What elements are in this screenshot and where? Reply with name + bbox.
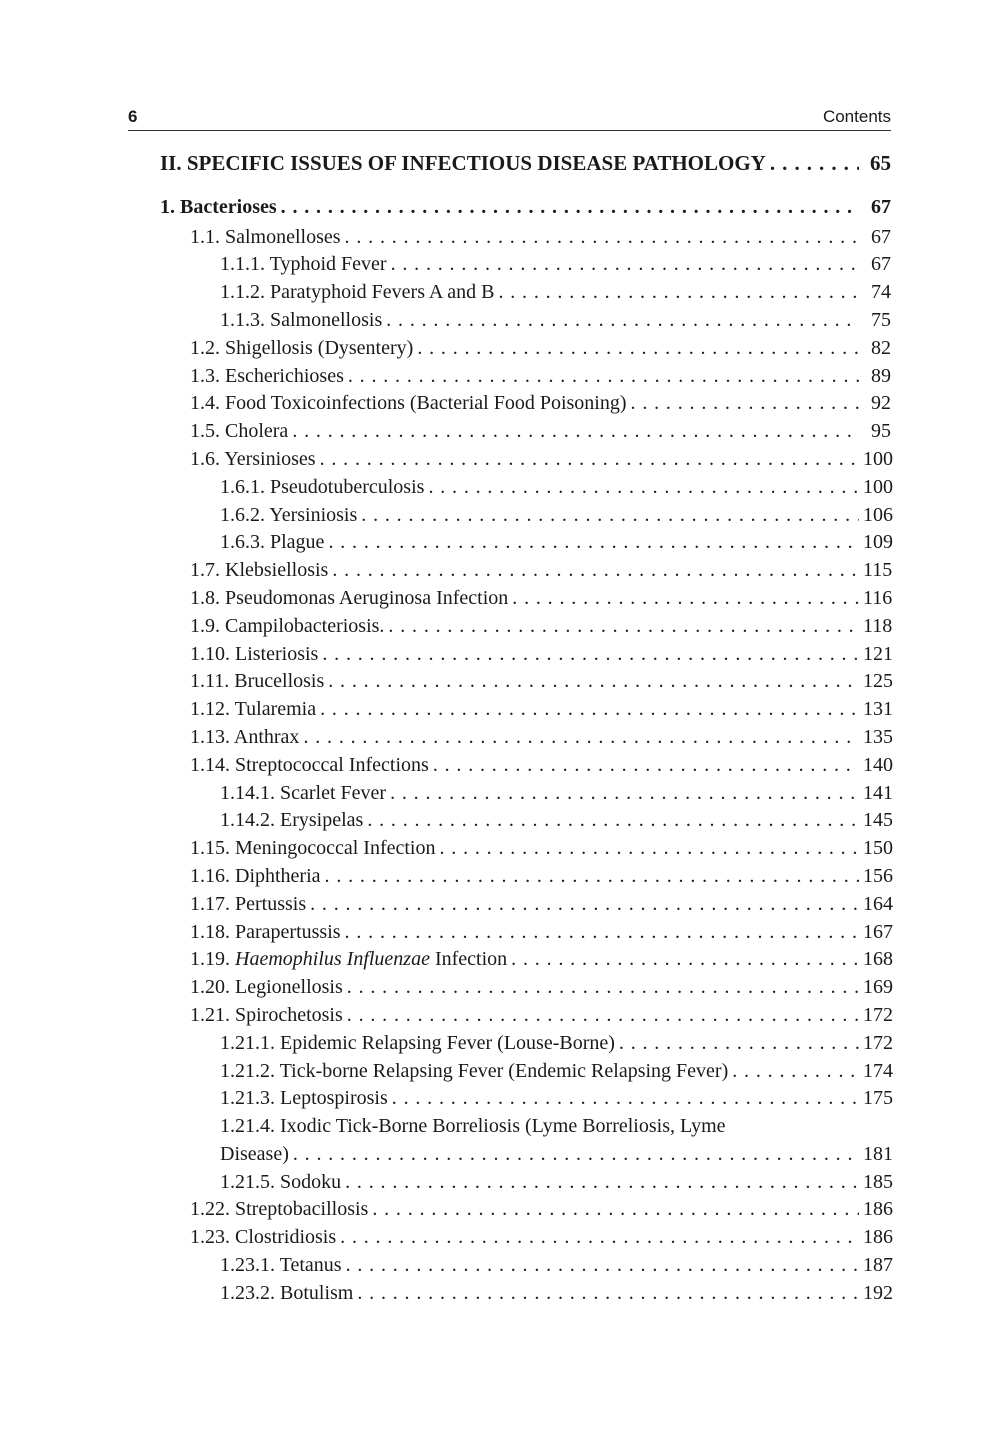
dot-leader — [498, 279, 859, 307]
toc-entry-title: 1.1. Salmonelloses — [190, 225, 341, 248]
toc-section-entry[interactable] — [160, 1196, 891, 1224]
toc-page-number: 168 — [863, 948, 893, 971]
toc-page-number: 185 — [863, 1170, 893, 1193]
toc-entry-title: 1.15. Meningococcal Infection — [190, 837, 436, 860]
toc-entry-title: 1.11. Brucellosis — [190, 670, 325, 693]
toc-entry-title: 1.3. Escherichioses — [190, 364, 344, 387]
dot-leader — [390, 780, 859, 808]
toc-entry-title: 1.1.3. Salmonellosis — [220, 308, 383, 331]
toc-part-entry[interactable] — [160, 150, 891, 178]
toc-entry-title: 1.21.2. Tick-borne Relapsing Fever (Endemic Relapsing Fever) — [220, 1059, 729, 1082]
toc-page-number: 140 — [863, 753, 893, 776]
toc-subsection-entry[interactable] — [160, 279, 891, 307]
dot-leader — [320, 696, 859, 724]
toc-page-number: 95 — [871, 420, 891, 443]
toc-entry-title — [190, 946, 507, 974]
toc-subsection-entry[interactable] — [160, 251, 891, 279]
dot-leader — [281, 194, 859, 222]
toc-page-number: 131 — [863, 698, 893, 721]
toc-section-entry[interactable] — [160, 919, 891, 947]
toc-entry-title: 1.16. Diphtheria — [190, 864, 321, 887]
toc-entry-title: 1.9. Campilobacteriosis. — [190, 614, 385, 637]
toc-subsection-entry[interactable] — [160, 1030, 891, 1058]
toc-section-entry[interactable] — [160, 613, 891, 641]
dot-leader — [340, 1224, 859, 1252]
toc-subsection-entry[interactable] — [160, 807, 891, 835]
toc-page-number: 169 — [863, 976, 893, 999]
toc-subsection-entry[interactable] — [160, 1058, 891, 1086]
toc-page-number: 145 — [863, 809, 893, 832]
toc-section-entry[interactable] — [160, 557, 891, 585]
toc-page-number: 118 — [863, 614, 893, 637]
toc-page-number: 135 — [863, 725, 893, 748]
dot-leader — [770, 150, 859, 178]
toc-page-number: 109 — [863, 531, 893, 554]
toc-subsection-entry[interactable] — [160, 474, 891, 502]
toc-entry-title: 1.6.2. Yersiniosis — [220, 503, 358, 526]
toc-page-number: 100 — [863, 447, 893, 470]
running-title: Contents — [822, 107, 891, 126]
toc-section-entry[interactable] — [160, 363, 891, 391]
toc-section-entry[interactable] — [160, 946, 891, 974]
dot-leader — [345, 224, 859, 252]
dot-leader — [293, 1141, 859, 1169]
toc-entry-title: 1.21. Spirochetosis — [190, 1003, 343, 1026]
dot-leader — [511, 946, 859, 974]
toc-page-number: 100 — [863, 475, 893, 498]
toc-page-number: 172 — [863, 1031, 893, 1054]
dot-leader — [619, 1030, 859, 1058]
toc-subsection-entry[interactable] — [160, 307, 891, 335]
toc-entry-title: 1.23.2. Botulism — [220, 1281, 354, 1304]
toc-section-entry[interactable] — [160, 1224, 891, 1252]
toc-page-number: 75 — [871, 308, 891, 331]
toc-page-number: 115 — [863, 559, 893, 582]
toc-page-number: 65 — [870, 151, 891, 175]
toc-section-entry[interactable] — [160, 668, 891, 696]
toc-section-entry[interactable] — [160, 585, 891, 613]
toc-entry-title: 1.14.2. Erysipelas — [220, 809, 364, 832]
toc-entry-title: 1.23.1. Tetanus — [220, 1254, 342, 1277]
toc-entry-title-line2: Disease) — [220, 1142, 289, 1165]
toc-entry-italic-term: Haemophilus Influenzae — [235, 948, 430, 971]
toc-page-number: 92 — [871, 392, 891, 415]
dot-leader — [345, 919, 859, 947]
dot-leader — [732, 1058, 859, 1086]
toc-page-number: 175 — [863, 1087, 893, 1110]
toc-page-number: 186 — [863, 1198, 893, 1221]
toc-entry-title: 1.6.3. Plague — [220, 531, 325, 554]
dot-leader — [328, 668, 859, 696]
toc-chapter-title: 1. Bacterioses — [160, 195, 277, 218]
toc-page-number: 74 — [871, 281, 891, 304]
page-number: 6 — [128, 107, 138, 126]
dot-leader — [348, 363, 859, 391]
toc-subsection-entry[interactable] — [160, 780, 891, 808]
toc-page-number: 89 — [871, 364, 891, 387]
toc-section-entry[interactable] — [160, 641, 891, 669]
toc-entry-title: 1.21.1. Epidemic Relapsing Fever (Louse-Borne) — [220, 1031, 615, 1054]
toc-section-entry[interactable] — [160, 390, 891, 418]
toc-section-entry[interactable] — [160, 696, 891, 724]
toc-subsection-entry[interactable] — [160, 529, 891, 557]
toc-entry-title: 1.6. Yersinioses — [190, 447, 316, 470]
toc-entry-title: 1.7. Klebsiellosis — [190, 559, 329, 582]
dot-leader — [386, 307, 859, 335]
toc-entry-prefix: 1.19. — [190, 948, 235, 971]
running-header — [128, 106, 891, 131]
toc-subsection-entry[interactable] — [160, 1280, 891, 1308]
dot-leader — [367, 807, 859, 835]
toc-page-number: 67 — [871, 225, 891, 248]
dot-leader — [292, 418, 859, 446]
toc-section-entry[interactable] — [160, 1002, 891, 1030]
toc-entry-title: 1.23. Clostridiosis — [190, 1226, 337, 1249]
toc-entry-title: 1.18. Parapertussis — [190, 920, 341, 943]
dot-leader — [346, 1252, 859, 1280]
dot-leader — [325, 863, 859, 891]
toc-page-number: 67 — [871, 253, 891, 276]
dot-leader — [332, 557, 859, 585]
toc-entry-title: 1.4. Food Toxicoinfections (Bacterial Food Poisoning) — [190, 392, 627, 415]
dot-leader — [328, 529, 859, 557]
toc-section-entry[interactable] — [160, 724, 891, 752]
toc-section-entry[interactable] — [160, 418, 891, 446]
dot-leader — [347, 974, 859, 1002]
toc-page-number: 125 — [863, 670, 893, 693]
toc-entry-title: 1.22. Streptobacillosis — [190, 1198, 369, 1221]
toc-entry-title-line1: 1.21.4. Ixodic Tick-Borne Borreliosis (Lyme Borreliosis, Lyme — [220, 1115, 726, 1138]
dot-leader — [388, 613, 859, 641]
toc-page-number: 164 — [863, 892, 893, 915]
dot-leader — [631, 390, 859, 418]
toc-page-number: 174 — [863, 1059, 893, 1082]
dot-leader — [512, 585, 859, 613]
toc-entry-title: 1.17. Pertussis — [190, 892, 307, 915]
toc-page-number: 82 — [871, 336, 891, 359]
dot-leader — [391, 251, 859, 279]
dot-leader — [347, 1002, 859, 1030]
toc-section-entry[interactable] — [160, 335, 891, 363]
dot-leader — [320, 446, 859, 474]
toc-section-entry[interactable] — [160, 891, 891, 919]
toc-page-number: 67 — [871, 195, 891, 218]
dot-leader — [322, 641, 859, 669]
toc-entry-title: 1.10. Listeriosis — [190, 642, 319, 665]
toc-page-number: 121 — [863, 642, 893, 665]
toc-entry-title: 1.21.5. Sodoku — [220, 1170, 342, 1193]
toc-entry-title: 1.5. Cholera — [190, 420, 289, 443]
toc-subsection-entry[interactable] — [160, 1169, 891, 1197]
toc-chapter-entry[interactable] — [160, 194, 891, 222]
toc-subsection-entry[interactable] — [160, 502, 891, 530]
toc-page-number: 192 — [863, 1281, 893, 1304]
toc-page-number: 150 — [863, 837, 893, 860]
toc-section-entry[interactable] — [160, 752, 891, 780]
toc-entry-suffix: Infection — [429, 948, 508, 971]
toc-page-number: 172 — [863, 1003, 893, 1026]
dot-leader — [303, 724, 859, 752]
toc-subsection-entry[interactable] — [160, 1113, 891, 1169]
toc-page-number: 106 — [863, 503, 893, 526]
dot-leader — [345, 1169, 859, 1197]
toc-section-entry[interactable] — [160, 863, 891, 891]
table-of-contents — [160, 150, 891, 1308]
dot-leader — [439, 835, 859, 863]
toc-entry-title: 1.14.1. Scarlet Fever — [220, 781, 387, 804]
toc-entry-title: 1.12. Tularemia — [190, 698, 317, 721]
toc-part-title: II. SPECIFIC ISSUES OF INFECTIOUS DISEASE PATHOLOGY — [160, 151, 766, 175]
toc-entry-title: 1.1.1. Typhoid Fever — [220, 253, 387, 276]
toc-page-number: 186 — [863, 1226, 893, 1249]
toc-section-entry[interactable] — [160, 224, 891, 252]
dot-leader — [361, 502, 859, 530]
toc-subsection-entry[interactable] — [160, 1085, 891, 1113]
dot-leader — [310, 891, 859, 919]
toc-page-number: 167 — [863, 920, 893, 943]
toc-entry-title: 1.20. Legionellosis — [190, 976, 343, 999]
toc-page-number: 141 — [863, 781, 893, 804]
toc-page-number: 181 — [863, 1142, 893, 1165]
toc-section-entry[interactable] — [160, 835, 891, 863]
toc-entry-title: 1.14. Streptococcal Infections — [190, 753, 429, 776]
dot-leader — [357, 1280, 859, 1308]
toc-entry-title: 1.13. Anthrax — [190, 725, 300, 748]
toc-entry-title: 1.21.3. Leptospirosis — [220, 1087, 388, 1110]
dot-leader — [392, 1085, 859, 1113]
toc-entry-title: 1.1.2. Paratyphoid Fevers A and B — [220, 281, 495, 304]
toc-section-entry[interactable] — [160, 446, 891, 474]
toc-subsection-entry[interactable] — [160, 1252, 891, 1280]
toc-entry-title: 1.2. Shigellosis (Dysentery) — [190, 336, 414, 359]
toc-page-number: 116 — [863, 586, 893, 609]
toc-entry-title: 1.6.1. Pseudotuberculosis — [220, 475, 425, 498]
dot-leader — [433, 752, 859, 780]
dot-leader — [428, 474, 859, 502]
dot-leader — [417, 335, 859, 363]
dot-leader — [372, 1196, 859, 1224]
toc-section-entry[interactable] — [160, 974, 891, 1002]
toc-page-number: 187 — [863, 1254, 893, 1277]
toc-page-number: 156 — [863, 864, 893, 887]
toc-entry-title: 1.8. Pseudomonas Aeruginosa Infection — [190, 586, 509, 609]
